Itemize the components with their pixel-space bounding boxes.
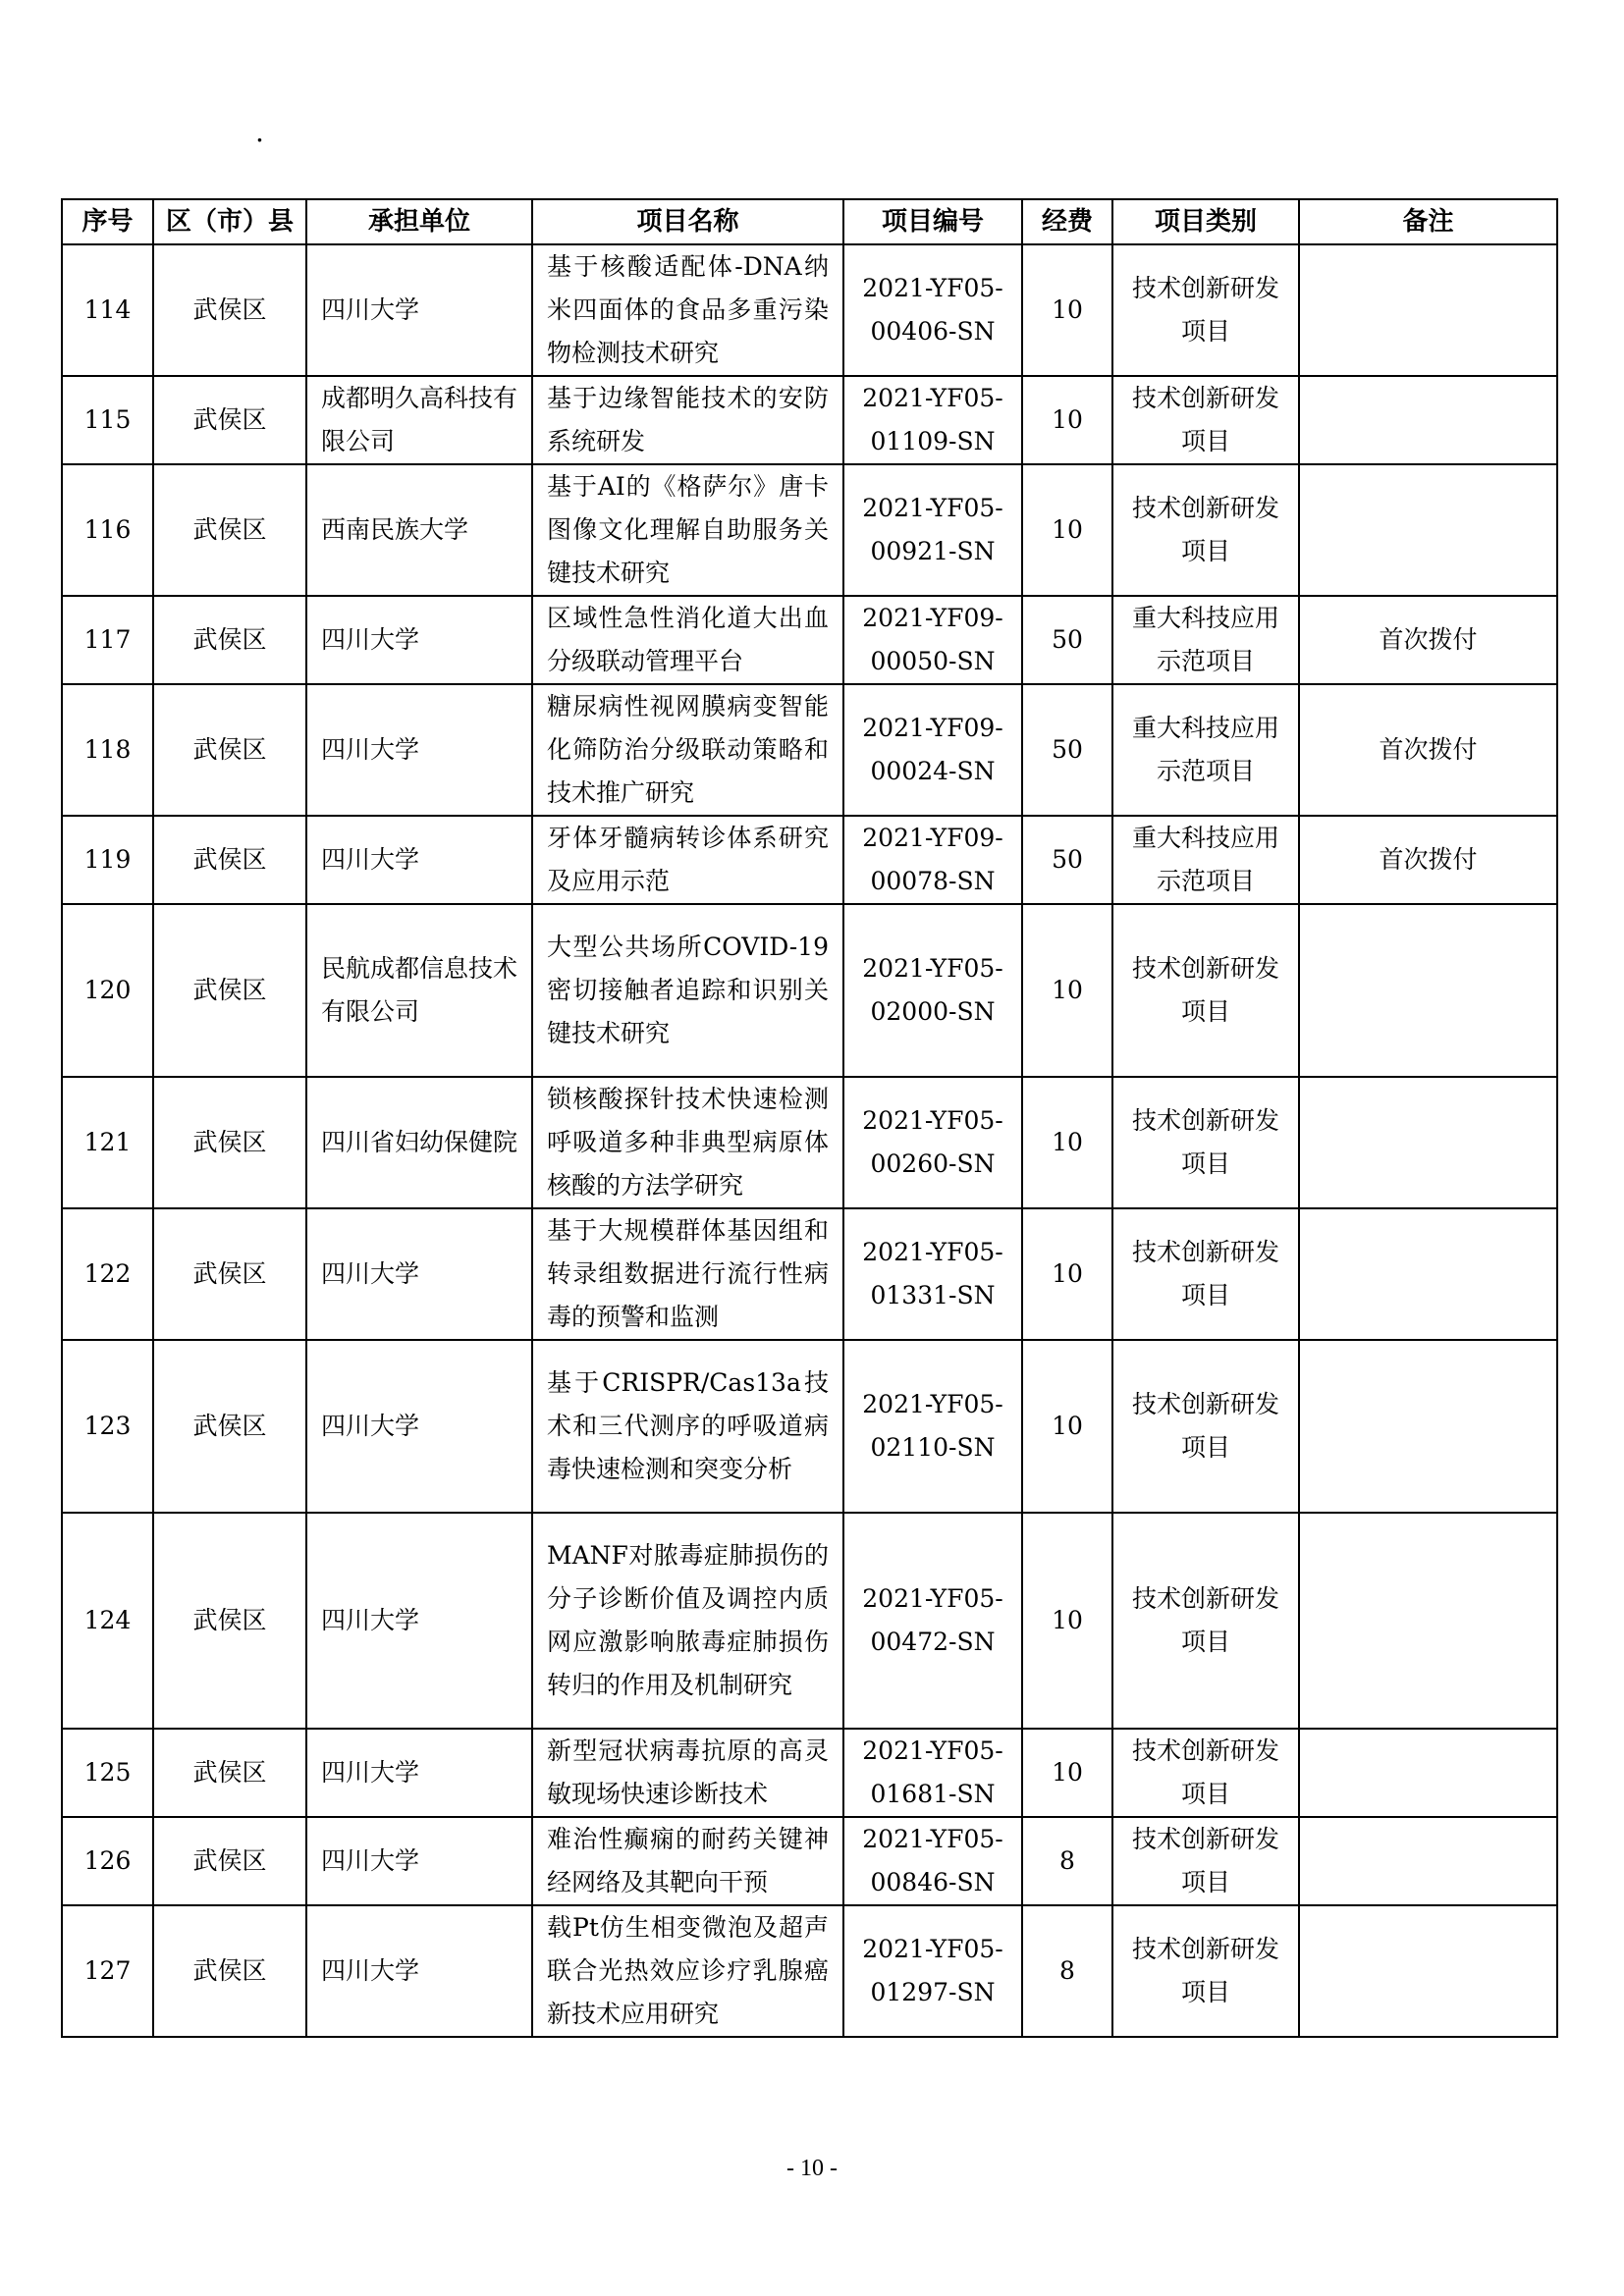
cell-name: 新型冠状病毒抗原的高灵敏现场快速诊断技术 <box>532 1729 843 1817</box>
cell-note <box>1299 1729 1557 1817</box>
cell-code: 2021-YF05-02110-SN <box>843 1340 1022 1513</box>
cell-unit: 四川大学 <box>306 1905 532 2037</box>
cell-district: 武侯区 <box>153 1817 306 1905</box>
cell-fund: 10 <box>1022 464 1112 596</box>
cell-category: 技术创新研发项目 <box>1112 244 1299 376</box>
header-note: 备注 <box>1299 199 1557 244</box>
cell-code: 2021-YF09-00078-SN <box>843 816 1022 904</box>
cell-district: 武侯区 <box>153 1208 306 1340</box>
cell-unit: 西南民族大学 <box>306 464 532 596</box>
cell-code: 2021-YF05-02000-SN <box>843 904 1022 1077</box>
cell-category: 技术创新研发项目 <box>1112 904 1299 1077</box>
cell-name: 难治性癫痫的耐药关键神经网络及其靶向干预 <box>532 1817 843 1905</box>
cell-no: 126 <box>62 1817 153 1905</box>
cell-note <box>1299 1905 1557 2037</box>
cell-category: 技术创新研发项目 <box>1112 1905 1299 2037</box>
cell-code: 2021-YF05-00921-SN <box>843 464 1022 596</box>
cell-category: 重大科技应用示范项目 <box>1112 596 1299 684</box>
cell-unit: 四川大学 <box>306 1208 532 1340</box>
cell-unit: 四川省妇幼保健院 <box>306 1077 532 1208</box>
table-row <box>62 1077 1557 1208</box>
cell-unit: 四川大学 <box>306 244 532 376</box>
header-district: 区（市）县 <box>153 199 306 244</box>
cell-note <box>1299 464 1557 596</box>
header-unit: 承担单位 <box>306 199 532 244</box>
cell-fund: 10 <box>1022 904 1112 1077</box>
cell-category: 技术创新研发项目 <box>1112 1208 1299 1340</box>
table-row <box>62 596 1557 684</box>
cell-district: 武侯区 <box>153 244 306 376</box>
cell-name: 基于边缘智能技术的安防系统研发 <box>532 376 843 464</box>
table-row <box>62 684 1557 816</box>
cell-code: 2021-YF05-00406-SN <box>843 244 1022 376</box>
cell-unit: 四川大学 <box>306 596 532 684</box>
header-category: 项目类别 <box>1112 199 1299 244</box>
table-row <box>62 904 1557 1077</box>
cell-no: 119 <box>62 816 153 904</box>
cell-district: 武侯区 <box>153 464 306 596</box>
cell-category: 技术创新研发项目 <box>1112 1077 1299 1208</box>
cell-name: 载Pt仿生相变微泡及超声联合光热效应诊疗乳腺癌新技术应用研究 <box>532 1905 843 2037</box>
table-row <box>62 1817 1557 1905</box>
cell-unit: 四川大学 <box>306 816 532 904</box>
cell-code: 2021-YF05-01331-SN <box>843 1208 1022 1340</box>
cell-name: 糖尿病性视网膜病变智能化筛防治分级联动策略和技术推广研究 <box>532 684 843 816</box>
cell-district: 武侯区 <box>153 816 306 904</box>
cell-note <box>1299 1513 1557 1729</box>
cell-fund: 10 <box>1022 376 1112 464</box>
header-no: 序号 <box>62 199 153 244</box>
cell-name: 基于AI的《格萨尔》唐卡图像文化理解自助服务关键技术研究 <box>532 464 843 596</box>
table-row <box>62 464 1557 596</box>
cell-no: 116 <box>62 464 153 596</box>
header-fund: 经费 <box>1022 199 1112 244</box>
table-row <box>62 244 1557 376</box>
cell-code: 2021-YF05-01109-SN <box>843 376 1022 464</box>
cell-code: 2021-YF05-01681-SN <box>843 1729 1022 1817</box>
cell-note <box>1299 1340 1557 1513</box>
cell-district: 武侯区 <box>153 376 306 464</box>
table-row <box>62 376 1557 464</box>
cell-name: 区域性急性消化道大出血分级联动管理平台 <box>532 596 843 684</box>
cell-unit: 成都明久高科技有限公司 <box>306 376 532 464</box>
cell-note <box>1299 904 1557 1077</box>
cell-fund: 10 <box>1022 1340 1112 1513</box>
page-number: - 10 - <box>786 2156 838 2181</box>
cell-category: 技术创新研发项目 <box>1112 464 1299 596</box>
cell-category: 技术创新研发项目 <box>1112 1729 1299 1817</box>
cell-unit: 民航成都信息技术有限公司 <box>306 904 532 1077</box>
cell-unit: 四川大学 <box>306 1817 532 1905</box>
cell-no: 118 <box>62 684 153 816</box>
table-row <box>62 1729 1557 1817</box>
header-code: 项目编号 <box>843 199 1022 244</box>
cell-code: 2021-YF09-00024-SN <box>843 684 1022 816</box>
table-row <box>62 1208 1557 1340</box>
table-row <box>62 816 1557 904</box>
cell-fund: 50 <box>1022 816 1112 904</box>
cell-fund: 10 <box>1022 1208 1112 1340</box>
cell-fund: 10 <box>1022 1513 1112 1729</box>
cell-no: 122 <box>62 1208 153 1340</box>
cell-unit: 四川大学 <box>306 1513 532 1729</box>
cell-fund: 50 <box>1022 596 1112 684</box>
cell-district: 武侯区 <box>153 1729 306 1817</box>
table-row <box>62 1340 1557 1513</box>
cell-no: 120 <box>62 904 153 1077</box>
cell-code: 2021-YF09-00050-SN <box>843 596 1022 684</box>
cell-note: 首次拨付 <box>1299 596 1557 684</box>
cell-note <box>1299 376 1557 464</box>
cell-unit: 四川大学 <box>306 1729 532 1817</box>
table-row <box>62 1905 1557 2037</box>
cell-note <box>1299 1208 1557 1340</box>
cell-name: 大型公共场所COVID-19密切接触者追踪和识别关键技术研究 <box>532 904 843 1077</box>
cell-no: 127 <box>62 1905 153 2037</box>
table-header-row <box>62 199 1557 244</box>
cell-no: 115 <box>62 376 153 464</box>
cell-fund: 10 <box>1022 1077 1112 1208</box>
cell-name: 基于大规模群体基因组和转录组数据进行流行性病毒的预警和监测 <box>532 1208 843 1340</box>
cell-no: 114 <box>62 244 153 376</box>
cell-district: 武侯区 <box>153 1077 306 1208</box>
cell-note: 首次拨付 <box>1299 816 1557 904</box>
cell-name: 牙体牙髓病转诊体系研究及应用示范 <box>532 816 843 904</box>
cell-category: 技术创新研发项目 <box>1112 1513 1299 1729</box>
header-mark: . <box>255 116 264 148</box>
cell-name: 基于CRISPR/Cas13a技术和三代测序的呼吸道病毒快速检测和突变分析 <box>532 1340 843 1513</box>
cell-code: 2021-YF05-01297-SN <box>843 1905 1022 2037</box>
cell-code: 2021-YF05-00846-SN <box>843 1817 1022 1905</box>
cell-district: 武侯区 <box>153 1513 306 1729</box>
cell-fund: 8 <box>1022 1905 1112 2037</box>
cell-category: 技术创新研发项目 <box>1112 376 1299 464</box>
cell-category: 重大科技应用示范项目 <box>1112 684 1299 816</box>
cell-district: 武侯区 <box>153 904 306 1077</box>
cell-district: 武侯区 <box>153 596 306 684</box>
cell-no: 125 <box>62 1729 153 1817</box>
cell-no: 123 <box>62 1340 153 1513</box>
cell-name: MANF对脓毒症肺损伤的分子诊断价值及调控内质网应激影响脓毒症肺损伤转归的作用及机制研究 <box>532 1513 843 1729</box>
cell-unit: 四川大学 <box>306 1340 532 1513</box>
cell-category: 技术创新研发项目 <box>1112 1340 1299 1513</box>
cell-no: 121 <box>62 1077 153 1208</box>
cell-no: 117 <box>62 596 153 684</box>
cell-name: 基于核酸适配体-DNA纳米四面体的食品多重污染物检测技术研究 <box>532 244 843 376</box>
table-row <box>62 1513 1557 1729</box>
cell-district: 武侯区 <box>153 684 306 816</box>
cell-unit: 四川大学 <box>306 684 532 816</box>
cell-district: 武侯区 <box>153 1340 306 1513</box>
cell-fund: 8 <box>1022 1817 1112 1905</box>
project-table <box>61 198 1558 2038</box>
cell-category: 重大科技应用示范项目 <box>1112 816 1299 904</box>
cell-name: 锁核酸探针技术快速检测呼吸道多种非典型病原体核酸的方法学研究 <box>532 1077 843 1208</box>
cell-district: 武侯区 <box>153 1905 306 2037</box>
cell-fund: 10 <box>1022 1729 1112 1817</box>
header-name: 项目名称 <box>532 199 843 244</box>
cell-fund: 10 <box>1022 244 1112 376</box>
cell-code: 2021-YF05-00260-SN <box>843 1077 1022 1208</box>
cell-fund: 50 <box>1022 684 1112 816</box>
cell-code: 2021-YF05-00472-SN <box>843 1513 1022 1729</box>
cell-note <box>1299 1077 1557 1208</box>
cell-category: 技术创新研发项目 <box>1112 1817 1299 1905</box>
cell-no: 124 <box>62 1513 153 1729</box>
cell-note <box>1299 1817 1557 1905</box>
cell-note <box>1299 244 1557 376</box>
cell-note: 首次拨付 <box>1299 684 1557 816</box>
